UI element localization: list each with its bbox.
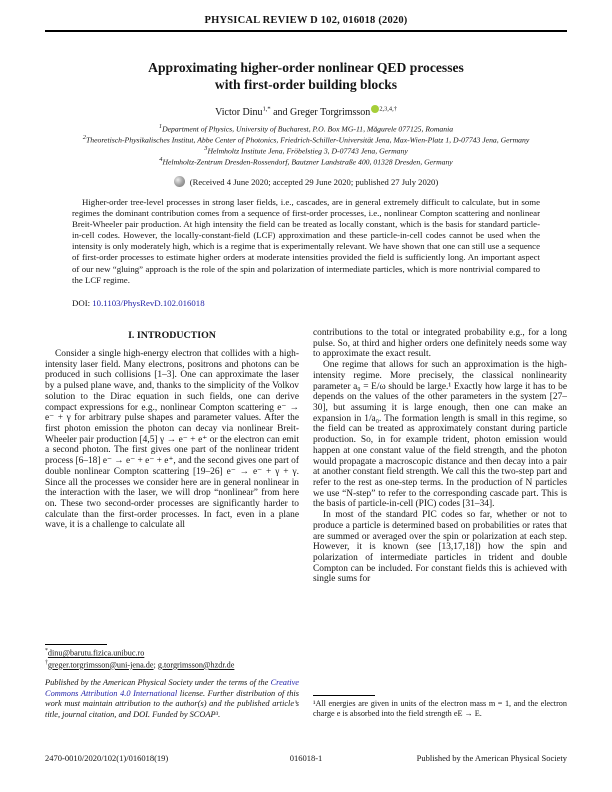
- footnote-rule: [313, 695, 375, 696]
- affiliation-text: Helmholtz Institute Jena, Fröbelstieg 3, D-07743 Jena, Germany: [207, 146, 408, 156]
- left-footnote-block: [45, 636, 299, 719]
- affiliation-superscript: 1: [158, 123, 163, 131]
- section-heading-introduction: I. INTRODUCTION: [128, 329, 216, 341]
- author-1-superscript: 1,*: [262, 106, 271, 114]
- footnote-email-1: [45, 648, 299, 659]
- page-content: [45, 0, 567, 720]
- paper-title-line2: with first-order building blocks: [214, 77, 398, 93]
- received-text: (Received 4 June 2020; accepted 29 June 2020; published 27 July 2020): [189, 176, 439, 187]
- affiliation-line: [45, 123, 567, 134]
- body-paragraph-high-intensity: One regime that allows for such an approximation is the high-intensity regime. More precisely, the classical nonlinearity parameter a₀ = E/ω should be large.¹ Exactly how large it has to be depends on the values of the other parameters in the system [27–30], but assuming it is large enough, then one can make an expansion in 1/a₀. The formation length is small in this regime, so the field can be treated as approximately constant during particle production. So, in for example trident, photon emission would happen at one constant value of the field strength, and the photon would propagate a macroscopic distance and then decay into a pair at another constant field strength. We call this the two-step part and refer to the rest as one-step terms. In the production of N particles we use “N-step” to refer to the corresponding cascade part. This is the basis of particle-in-cell (PIC) codes [31–34].: [313, 360, 567, 510]
- email-separator: ;: [153, 660, 158, 670]
- footnote-rule: [45, 644, 107, 645]
- author-2-superscript: 2,3,4,†: [379, 106, 397, 114]
- affiliation-line: [45, 145, 567, 156]
- paper-title: [45, 60, 567, 94]
- body-paragraph-pic-codes: In most of the standard PIC codes so far, whether or not to produce a particle is determined based on probabilities or rates that are summed or averaged over the spin or polarization at each step. However, it is known (see [13,17,18]) how the spin and polarization of intermediate particles in trident and double Compton can be included. For constant fields this is achieved with single sums for: [313, 510, 567, 585]
- affiliation-line: [45, 134, 567, 145]
- doi-line: [72, 298, 540, 308]
- footnote-marker: *: [45, 648, 48, 655]
- cc-license-link[interactable]: Creative Commons Attribution 4.0 International: [45, 678, 299, 698]
- email-link[interactable]: dinu@barutu.fizica.unibuc.ro: [47, 649, 145, 659]
- author-name-1: Victor Dinu: [215, 107, 263, 119]
- license-paragraph: [45, 678, 299, 720]
- affiliations: [45, 123, 567, 166]
- abstract-text: Higher-order tree-level processes in strong laser fields, i.e., cascades, are in general extremely difficult to calculate, but in some regimes the dominant contribution comes from a sequence of first-order processes, i.e., nonlinear Compton scattering and nonlinear Breit-Wheeler pair production. At high intensity the field can be treated as locally constant, which is the basis for standard particle-in-cell codes. However, the locally-constant-field (LCF) approximation and these particle-in-cell codes cannot be used when the intensity is only moderately high, which is a regime that is experimentally relevant. We have shown that one can still use a sequence of first-order processes to estimate higher orders at moderate intensities provided the field is sufficiently long. An important aspect of our new “gluing” approach is the role of the spin and polarization of intermediate particles, which is more nontrivial compared to the LCF regime.: [72, 196, 540, 285]
- crossmark-icon[interactable]: [174, 176, 185, 187]
- intro-paragraph-1: Consider a single high-energy electron that collides with a high-intensity laser field. Many electrons, positrons and photons can be produced in such collisions [1–3]. One can approximate the laser by a pulsed plane wave, and, thanks to the simplicity of the Volkov solution to the Dirac equation in such fields, one can derive compact expressions for e.g., nonlinear Compton scattering e⁻ → e⁻ + γ for arbitrary pulse shapes and parameter values. After the first photon emission the photon can decay via nonlinear Breit-Wheeler pair production [4,5] γ → e⁻ + e⁺ or the electron can emit a second photon. The first gives one part of the nonlinear trident process [6–18] e⁻ → e⁻ + e⁻ + e⁺, and the second gives one part of double nonlinear Compton scattering [19–26] e⁻ → e⁻ + γ + γ. Since all the processes we consider here are in general nonlinear in the interaction with the laser, we will drop “nonlinear” from here on. These two second-order processes are significantly harder to calculate than the first-order processes. In fact, even in a plane wave, it is a challenge to calculate all: [45, 348, 299, 531]
- footer-issn-code: 2470-0010/2020/102(1)/016018(19): [45, 753, 169, 763]
- affiliation-superscript: 3: [204, 144, 208, 152]
- footnote-units: ¹All energies are given in units of the electron mass m = 1, and the electron charge e is absorbed into the field strength eE → E.: [313, 698, 567, 719]
- doi-link[interactable]: 10.1103/PhysRevD.102.016018: [92, 297, 205, 308]
- body-paragraph-continuation: contributions to the total or integrated probability e.g., for a long pulse. So, at third and higher orders one definitely needs some way to approximate the exact result.: [313, 327, 567, 360]
- right-footnote-block: [313, 687, 567, 720]
- two-column-body: [45, 328, 567, 720]
- email-link[interactable]: g.torgrimsson@hzdr.de: [157, 660, 235, 670]
- footer-publisher: Published by the American Physical Society: [416, 753, 567, 763]
- footnote-marker: †: [45, 659, 48, 666]
- license-text-post: license. Further distribution of this work must maintain attribution to the author(s) and the published article’s title, journal citation, and DOI. Funded by SCOAP³.: [45, 688, 299, 719]
- page-footer: [45, 753, 567, 763]
- author-connector: and Greger Torgrimsson: [270, 107, 371, 119]
- journal-header: PHYSICAL REVIEW D 102, 016018 (2020): [204, 15, 408, 26]
- left-column: [45, 328, 299, 720]
- affiliation-text: Department of Physics, University of Bucharest, P.O. Box MG-11, Măgurele 077125, Romania: [162, 124, 454, 134]
- affiliation-line: [45, 156, 567, 167]
- footnote-email-2: [45, 660, 299, 671]
- affiliation-superscript: 2: [82, 134, 86, 142]
- abstract: [72, 197, 540, 286]
- affiliation-text: Helmholtz-Zentrum Dresden-Rossendorf, Bautzner Landstraße 400, 01328 Dresden, Germany: [162, 157, 453, 167]
- affiliation-text: Theoretisch-Physikalisches Institut, Abbe Center of Photonics, Friedrich-Schiller-Universität Jena, Max-Wien-Platz 1, D-07743 Jena, Germany: [85, 135, 530, 145]
- email-link[interactable]: greger.torgrimsson@uni-jena.de: [47, 660, 154, 670]
- footer-page-number: 016018-1: [289, 753, 323, 763]
- right-column: [313, 328, 567, 720]
- author-line: [45, 105, 567, 118]
- paper-title-line1: Approximating higher-order nonlinear QED processes: [148, 60, 464, 76]
- affiliation-superscript: 4: [159, 155, 163, 163]
- license-text-pre: Published by the American Physical Society under the terms of the: [45, 678, 271, 688]
- doi-label: DOI:: [72, 297, 93, 308]
- header-rule: [45, 30, 567, 32]
- received-line: [45, 176, 567, 187]
